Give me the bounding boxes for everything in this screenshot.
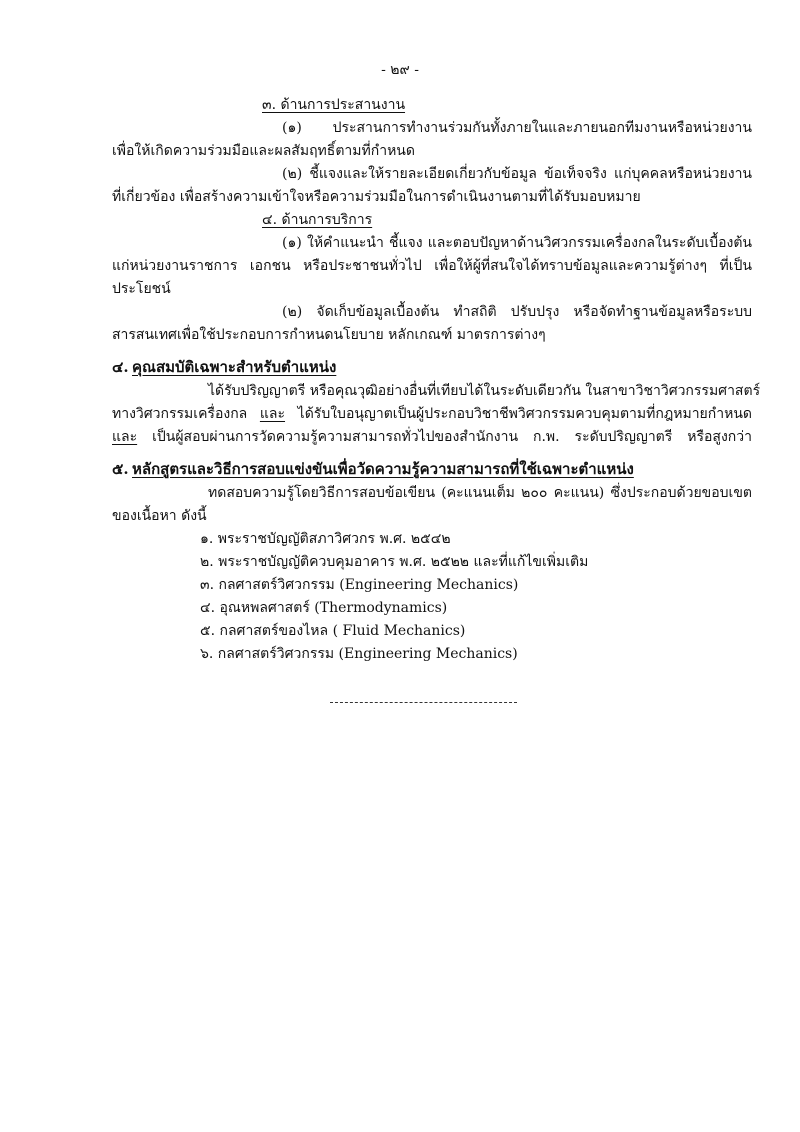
service-item1-line3: ประโยชน์ [112, 281, 171, 297]
section5-line2: ของเนื้อหา ดังนี้ [112, 508, 207, 524]
service-item2-line2: สารสนเทศเพื่อใช้ประกอบการกำหนดนโยบาย หลักเกณฑ์ มาตรการต่างๆ [112, 327, 546, 343]
coordination-item2-line1: (๒) ชี้แจงและให้รายละเอียดเกี่ยวกับข้อมูล ข้อเท็จจริง แก่บุคคลหรือหน่วยงาน [282, 166, 752, 182]
section4-line1: ได้รับปริญญาตรี หรือคุณวุฒิอย่างอื่นที่เทียบได้ในระดับเดียวกัน ในสาขาวิชาวิศวกรรมศาสตร์ [208, 383, 761, 399]
end-separator [330, 702, 517, 703]
section5-line1: ทดสอบความรู้โดยวิธีการสอบข้อเขียน (คะแนนเต็ม ๒๐๐ คะแนน) ซึ่งประกอบด้วยขอบเขต [208, 485, 752, 501]
section4-line3-and: และ [112, 429, 138, 445]
exam-topic-item: ๑. พระราชบัญญัติสภาวิศวกร พ.ศ. ๒๕๔๒ [200, 531, 451, 547]
service-heading: ๔. ด้านการบริการ [262, 212, 373, 228]
page-number: - ๒๙ - [381, 62, 419, 78]
coordination-item1-line2: เพื่อให้เกิดความร่วมมือและผลสัมฤทธิ์ตามที่กำหนด [112, 143, 415, 159]
section4-line3-post: เป็นผู้สอบผ่านการวัดความรู้ความสามารถทั่วไปของสำนักงาน ก.พ. ระดับปริญญาตรี หรือสูงกว่า [137, 429, 752, 445]
exam-topic-item: ๔. อุณหพลศาสตร์ (Thermodynamics) [200, 600, 448, 616]
exam-topic-item: ๒. พระราชบัญญัติควบคุมอาคาร พ.ศ. ๒๕๒๒ และที่แก้ไขเพิ่มเติม [200, 554, 589, 570]
coordination-item1-line1: (๑) ประสานการทำงานร่วมกันทั้งภายในและภายนอกทีมงานหรือหน่วยงาน [282, 120, 752, 136]
section4-line2 [112, 407, 752, 421]
section5-number: ๕. [112, 460, 129, 478]
service-item2-line1: (๒) จัดเก็บข้อมูลเบื้องต้น ทำสถิติ ปรับปรุง หรือจัดทำฐานข้อมูลหรือระบบ [282, 304, 752, 320]
section4-line3 [112, 430, 752, 444]
coordination-heading: ๓. ด้านการประสานงาน [262, 97, 406, 113]
section4-heading [112, 360, 336, 375]
exam-topic-item: ๓. กลศาสตร์วิศวกรรม (Engineering Mechanics) [200, 577, 519, 593]
coordination-item2-line2: ที่เกี่ยวข้อง เพื่อสร้างความเข้าใจหรือความร่วมมือในการดำเนินงานตามที่ได้รับมอบหมาย [112, 189, 641, 205]
service-item1-line2: แก่หน่วยงานราชการ เอกชน หรือประชาชนทั่วไป เพื่อให้ผู้ที่สนใจได้ทราบข้อมูลและความรู้ต่างๆ ที่เป็น [112, 258, 752, 274]
exam-topic-item: ๖. กลศาสตร์วิศวกรรม (Engineering Mechanics) [200, 646, 518, 662]
section5-heading [112, 462, 634, 477]
section4-line2-post: ได้รับใบอนุญาตเป็นผู้ประกอบวิชาชีพวิศวกรรมควบคุมตามที่กฎหมายกำหนด [285, 406, 752, 422]
section4-title: คุณสมบัติเฉพาะสำหรับตำแหน่ง [132, 358, 337, 376]
section5-title: หลักสูตรและวิธีการสอบแข่งขันเพื่อวัดความรู้ความสามารถที่ใช้เฉพาะตำแหน่ง [132, 460, 634, 478]
section4-number: ๔. [112, 358, 129, 376]
section4-line2-and: และ [259, 406, 286, 422]
section4-line2-pre: ทางวิศวกรรมเครื่องกล [112, 406, 260, 422]
exam-topic-item: ๕. กลศาสตร์ของไหล ( Fluid Mechanics) [200, 623, 466, 639]
service-item1-line1: (๑) ให้คำแนะนำ ชี้แจง และตอบปัญหาด้านวิศวกรรมเครื่องกลในระดับเบื้องต้น [282, 235, 752, 251]
